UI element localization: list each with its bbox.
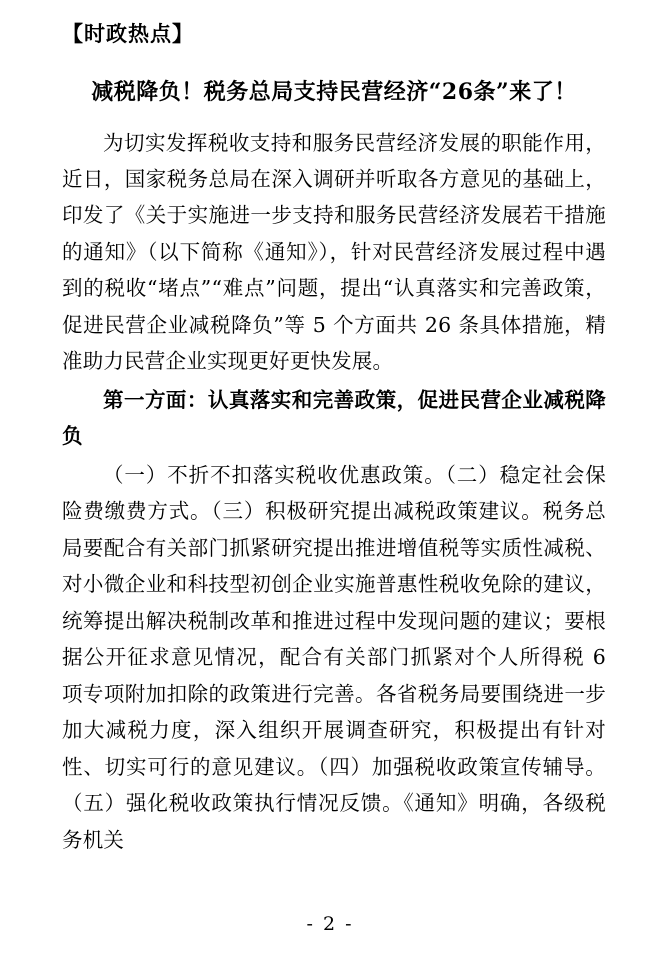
- paragraph-measures: （一）不折不扣落实税收优惠政策。（二）稳定社会保险费缴费方式。（三）积极研究提出减税政策建议。税务总局要配合有关部门抓紧研究提出推进增值税等实质性减税、对小微企业和科技型初创企业实施普惠性税收免除的建议，统筹提出解决税制改革和推进过程中发现问题的建议；要根据公开征求意见情况，配合有关部门抓紧对个人所得税 6 项专项附加扣除的政策进行完善。各省税务局要围绕进一步加大减税力度，深入组织开展调查研究，积极提出有针对性、切实可行的意见建议。（四）加强税收政策宣传辅导。（五）强化税收政策执行情况反馈。《通知》明确，各级税务机关: [62, 462, 606, 852]
- section-heading-first-aspect: 第一方面：认真落实和完善政策，促进民营企业减税降负: [62, 387, 606, 449]
- paragraph-intro: 为切实发挥税收支持和服务民营经济发展的职能作用，近日，国家税务总局在深入调研并听取各方意见的基础上，印发了《关于实施进一步支持和服务民营经济发展若干措施的通知》（以下简称《通知》），针对民营经济发展过程中遇到的税收“堵点”“难点”问题，提出“认真落实和完善政策，促进民营企业减税降负”等 5 个方面共 26 条具体措施，精准助力民营企业实现更好更快发展。: [62, 130, 606, 374]
- page-number: - 2 -: [306, 913, 354, 935]
- category-tag: 【时政热点】: [62, 21, 194, 46]
- page-title: 减税降负！税务总局支持民营经济“26条”来了！: [91, 78, 577, 105]
